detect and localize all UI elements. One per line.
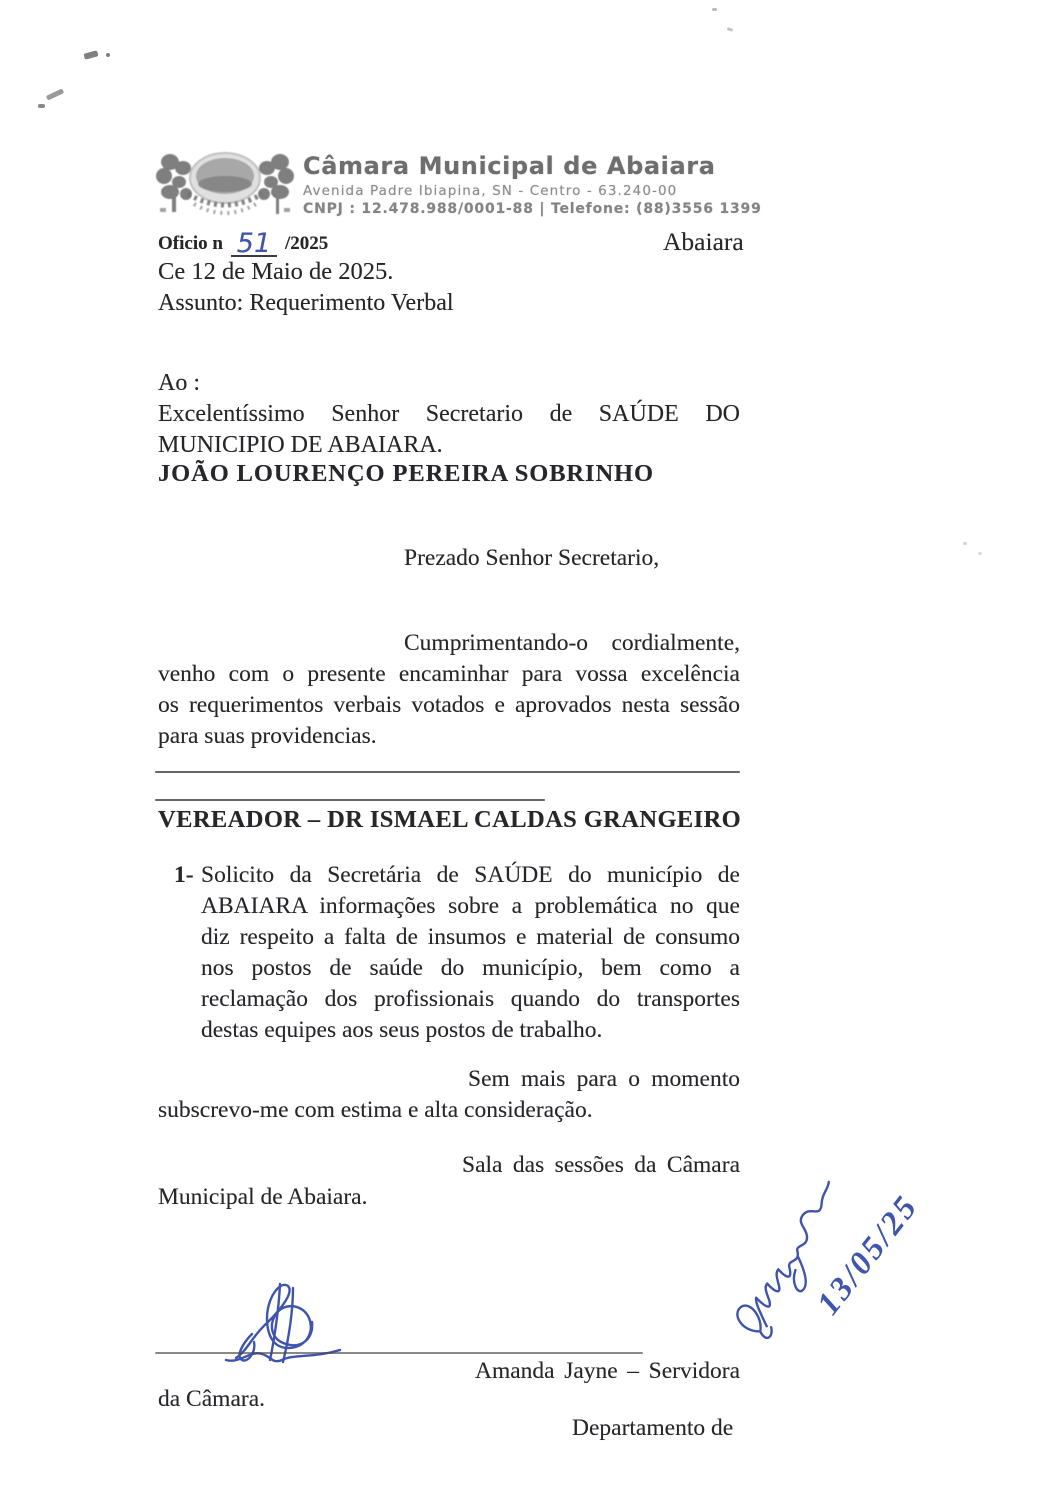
signature-rule (155, 1352, 643, 1354)
received-annotation (717, 1118, 989, 1407)
org-address: Avenida Padre Ibiapina, SN - Centro - 63.240-00 (303, 183, 678, 199)
recipient-line2: MUNICIPIO DE ABAIARA. (158, 432, 443, 458)
paragraph1-line3: os requerimentos verbais votados e aprovados nesta sessão (158, 692, 740, 718)
request-item-line3: diz respeito a falta de insumos e material de consumo (201, 924, 740, 950)
scan-speck (38, 104, 45, 108)
date-line: Ce 12 de Maio de 2025. (158, 258, 394, 285)
signoff-line1: Amanda Jayne – Servidora (475, 1358, 740, 1384)
municipal-crest-logo (150, 142, 300, 226)
scan-speck (83, 50, 98, 59)
city-name: Abaiara (663, 227, 744, 256)
request-item-number: 1- (174, 862, 194, 888)
greeting: Prezado Senhor Secretario, (404, 545, 660, 571)
closing2-line1: Sala das sessões da Câmara (462, 1152, 740, 1178)
department-line: Departamento de (572, 1415, 734, 1441)
closing1-line1: Sem mais para o momento (468, 1066, 740, 1092)
recipient-line1: Excelentíssimo Senhor Secretario de SAÚDE DO (158, 401, 740, 427)
separator-rule-short (155, 799, 545, 801)
request-item-line6: destas equipes aos seus postos de trabalho. (201, 1017, 603, 1043)
request-item-line5: reclamação dos profissionais quando do transportes (201, 986, 740, 1012)
letterhead-text (303, 152, 762, 217)
received-date-handwritten: 13/05/25 (810, 1188, 926, 1322)
request-item-line2: ABAIARA informações sobre a problemática no que (201, 893, 740, 919)
recipient-salutation: Ao : (158, 370, 200, 396)
paragraph1-line2: venho com o presente encaminhar para vossa excelência (158, 661, 740, 687)
councilman-heading: VEREADOR – DR ISMAEL CALDAS GRANGEIRO (158, 806, 742, 833)
request-item-line4: nos postos de saúde do município, bem como a (201, 955, 740, 981)
scan-speck (727, 27, 734, 32)
office-year: /2025 (285, 233, 329, 254)
closing2-line2: Municipal de Abaiara. (158, 1184, 368, 1210)
org-name: Câmara Municipal de Abaiara (303, 152, 716, 180)
office-number-line (158, 229, 328, 257)
paragraph1-line1: Cumprimentando-o cordialmente, (404, 630, 740, 656)
closing1-line2: subscrevo-me com estima e alta consideração. (158, 1097, 593, 1123)
scan-speck (46, 88, 64, 100)
paragraph1-line4: para suas providencias. (158, 723, 377, 749)
signoff-line2: da Câmara. (158, 1386, 266, 1412)
signature-scribble (222, 1278, 367, 1368)
request-item-line1: Solicito da Secretária de SAÚDE do município de (201, 862, 740, 888)
scan-speck (106, 53, 110, 57)
recipient-name: JOÃO LOURENÇO PEREIRA SOBRINHO (158, 460, 654, 487)
scan-speck (712, 8, 717, 11)
separator-rule-long (155, 771, 740, 773)
scan-speck (963, 542, 967, 545)
org-cnpj-phone: CNPJ : 12.478.988/0001-88 | Telefone: (88)3556 1399 (303, 201, 762, 217)
office-label: Oficio n (158, 233, 223, 254)
scan-speck (978, 552, 982, 555)
office-number-handwritten: 51 (231, 234, 277, 257)
subject-line: Assunto: Requerimento Verbal (158, 290, 454, 316)
